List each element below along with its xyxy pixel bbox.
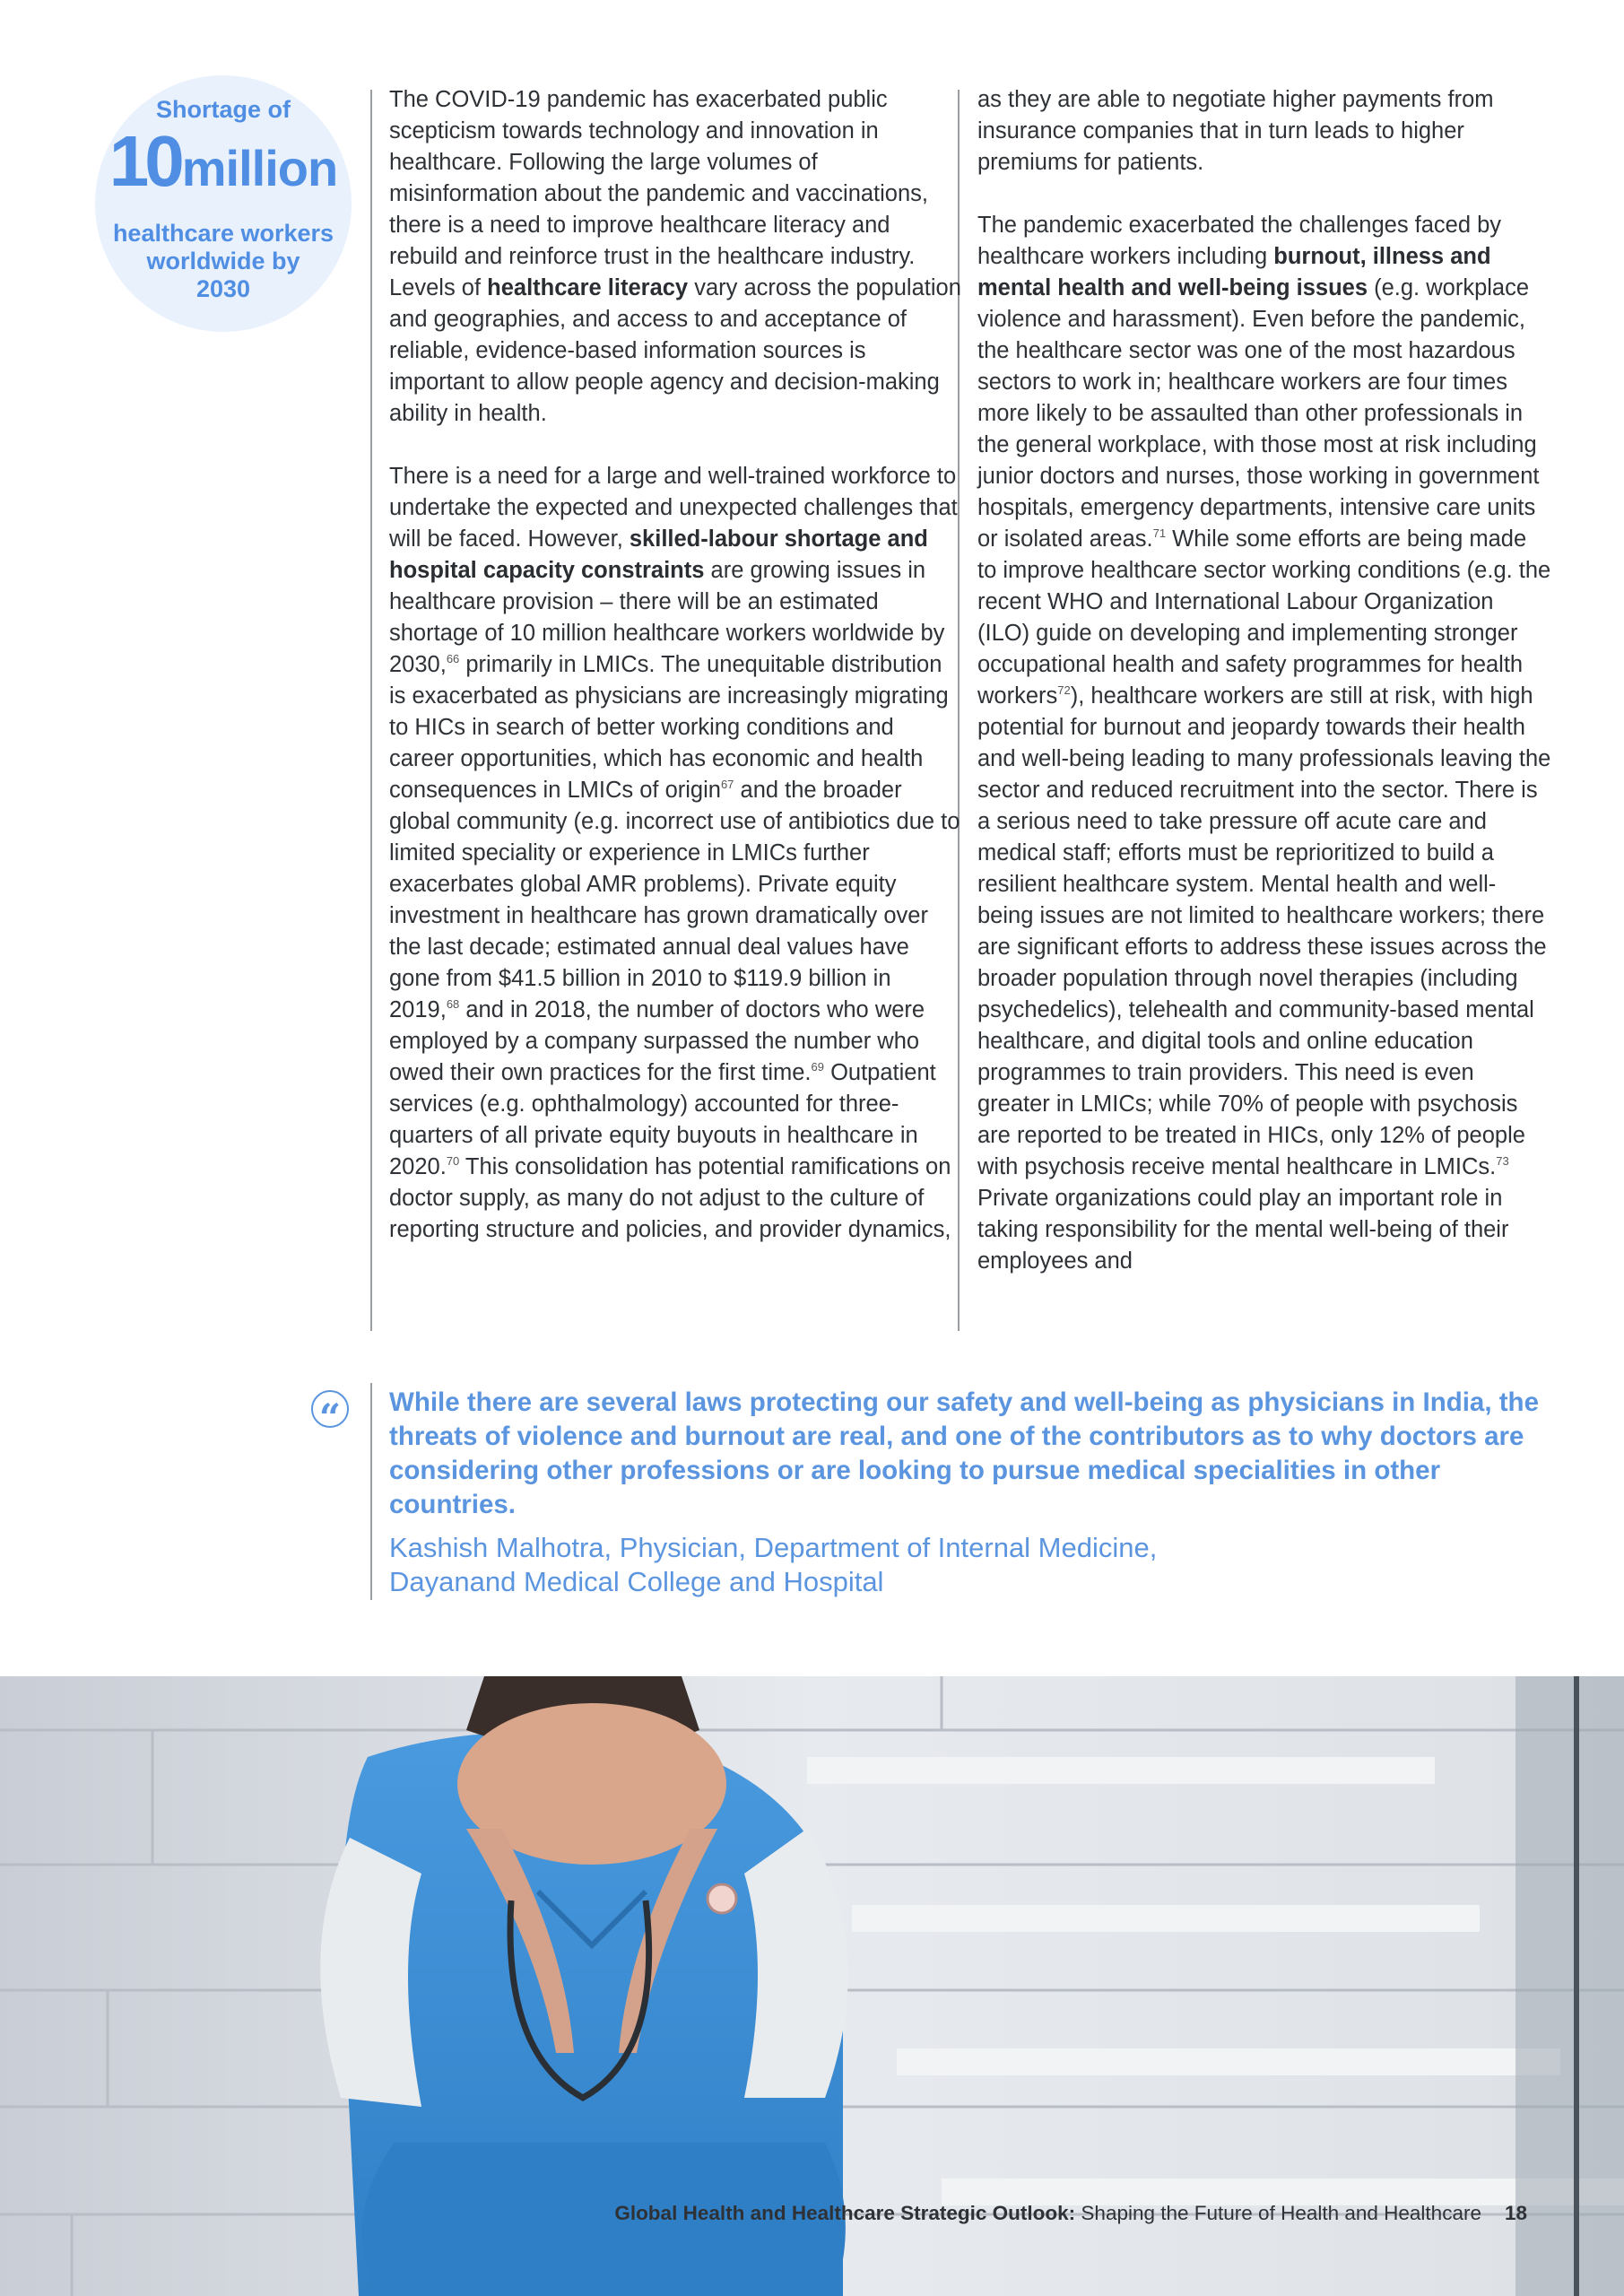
- stat-label-top: Shortage of: [155, 96, 291, 123]
- paragraph: [389, 461, 963, 1246]
- footer-title-bold: Global Health and Healthcare Strategic Outlook:: [614, 2202, 1076, 2224]
- stat-figure: [109, 121, 338, 220]
- body-column-right: [977, 84, 1551, 1277]
- footnote-ref[interactable]: 71: [1152, 526, 1167, 540]
- stat-label-line2: healthcare workers: [112, 220, 334, 247]
- text-run: This consolidation has potential ramifications on doctor supply, as many do not adjust to the culture of reporting structure and policies, and provider dynamics,: [389, 1154, 951, 1242]
- text-run: While some efforts are being made to improve healthcare sector working conditions (e.g. the recent WHO and International Labour Organization (ILO) guide on developing and implementing stronger occupational health and safety programmes for health workers: [977, 526, 1551, 709]
- footnote-ref[interactable]: 66: [446, 652, 460, 665]
- text-run: and the broader global community (e.g. incorrect use of antibiotics due to limited speciality or experience in LMICs further exacerbates global AMR problems). Private equity investment in healthcare has grown dramatically over the last decade; estimated annual deal values have gone from $41.5 billion in 2010 to $119.9 billion in 2019,: [389, 778, 960, 1022]
- paragraph: [389, 84, 963, 430]
- quote-text: While there are several laws protecting our safety and well-being as physicians in India, the threats of violence and burnout are real, and one of the contributors as to why doctors are considering other professions or are looking to pursue medical specialities in other countries.: [389, 1387, 1539, 1519]
- quote-attribution: [389, 1531, 1555, 1599]
- footnote-ref[interactable]: 68: [446, 997, 460, 1011]
- text-run: ), healthcare workers are still at risk, with high potential for burnout and jeopardy towards their health and well-being leading to many professionals leaving the sector and reduced recruitment into the sector. There is a serious need to take pressure off acute care and medical staff; efforts must be reprioritized to build a resilient healthcare system. Mental health and well-being issues are not limited to healthcare workers; there are significant efforts to address these issues across the broader population through novel therapies (including psychedelics), telehealth and community-based mental healthcare, and digital tools and online education programmes to train providers. This need is even greater in LMICs; while 70% of people with psychosis are reported to be treated in HICs, only 12% of people with psychosis receive mental healthcare in LMICs.: [977, 683, 1551, 1179]
- body-column-left: [389, 84, 963, 1246]
- paragraph: as they are able to negotiate higher payments from insurance companies that in turn leads to higher premiums for patients.: [977, 87, 1494, 175]
- text-run: The pandemic exacerbated the challenges faced by healthcare workers including: [977, 213, 1502, 269]
- stat-unit: million: [181, 140, 338, 196]
- handrail: [1574, 1676, 1579, 2296]
- stat-callout-circle: [95, 75, 352, 332]
- left-sleeve: [320, 1838, 421, 2107]
- footer-title: Shaping the Future of Health and Healthcare: [1075, 2202, 1481, 2224]
- footnote-ref[interactable]: 70: [446, 1154, 460, 1168]
- page-number: 18: [1504, 2202, 1527, 2224]
- page-footer: [614, 2202, 1527, 2225]
- quote-rule: [370, 1383, 372, 1600]
- text-run: Private organizations could play an important role in taking responsibility for the mental well-being of their employees and: [977, 1186, 1509, 1274]
- stat-number: 10: [109, 121, 180, 201]
- quote-icon: “: [311, 1390, 349, 1428]
- footnote-ref[interactable]: 67: [720, 778, 734, 791]
- stat-label-line4: 2030: [195, 275, 251, 302]
- text-run: vary across the population and geographies, and access to and acceptance of reliable, evidence-based information sources is important to allow people agency and decision-making ability in health.: [389, 275, 961, 426]
- text-run: are growing issues in healthcare provision – there will be an estimated shortage of 10 million healthcare workers worldwide by 2030,: [389, 558, 945, 677]
- column-rule-left: [370, 90, 372, 1331]
- bold-term: skilled-labour shortage and hospital capacity constraints: [389, 526, 928, 583]
- bold-term: healthcare literacy: [487, 275, 689, 300]
- wristwatch-icon: [708, 1884, 736, 1913]
- glass-panel: [1515, 1676, 1624, 2296]
- text-run: Outpatient services (e.g. ophthalmology) accounted for three-quarters of all private equity buyouts in healthcare in 2020.: [389, 1060, 936, 1179]
- bold-term: burnout, illness and mental health and well-being issues: [977, 244, 1491, 300]
- footnote-ref[interactable]: 73: [1496, 1154, 1509, 1168]
- attribution-line: Dayanand Medical College and Hospital: [389, 1566, 884, 1597]
- attribution-line: Kashish Malhotra, Physician, Department of Internal Medicine,: [389, 1532, 1158, 1563]
- paragraph: [977, 210, 1551, 1277]
- text-run: (e.g. workplace violence and harassment). Even before the pandemic, the healthcare sector was one of the most hazardous sectors to work in; healthcare workers are four times more likely to be assaulted than other professionals in the general workplace, with those most at risk including junior doctors and nurses, those working in government hospitals, emergency departments, intensive care units or isolated areas.: [977, 275, 1540, 552]
- pull-quote: [389, 1386, 1555, 1599]
- text-run: The COVID-19 pandemic has exacerbated public scepticism towards technology and innovation in healthcare. Following the large volumes of misinformation about the pandemic and vaccinations, there is a need to improve healthcare literacy and rebuild and reinforce trust in the healthcare industry. Levels of: [389, 87, 929, 300]
- footnote-ref[interactable]: 69: [811, 1060, 824, 1074]
- text-run: There is a need for a large and well-trained workforce to undertake the expected and unexpected challenges that will be faced. However,: [389, 464, 958, 552]
- text-run: primarily in LMICs. The unequitable distribution is exacerbated as physicians are increasingly migrating to HICs in search of better working conditions and career opportunities, which has economic and health consequences in LMICs of origin: [389, 652, 949, 803]
- stat-label-line3: worldwide by: [146, 248, 300, 274]
- text-run: and in 2018, the number of doctors who were employed by a company surpassed the number who owed their own practices for the first time.: [389, 997, 925, 1085]
- footnote-ref[interactable]: 72: [1057, 683, 1071, 697]
